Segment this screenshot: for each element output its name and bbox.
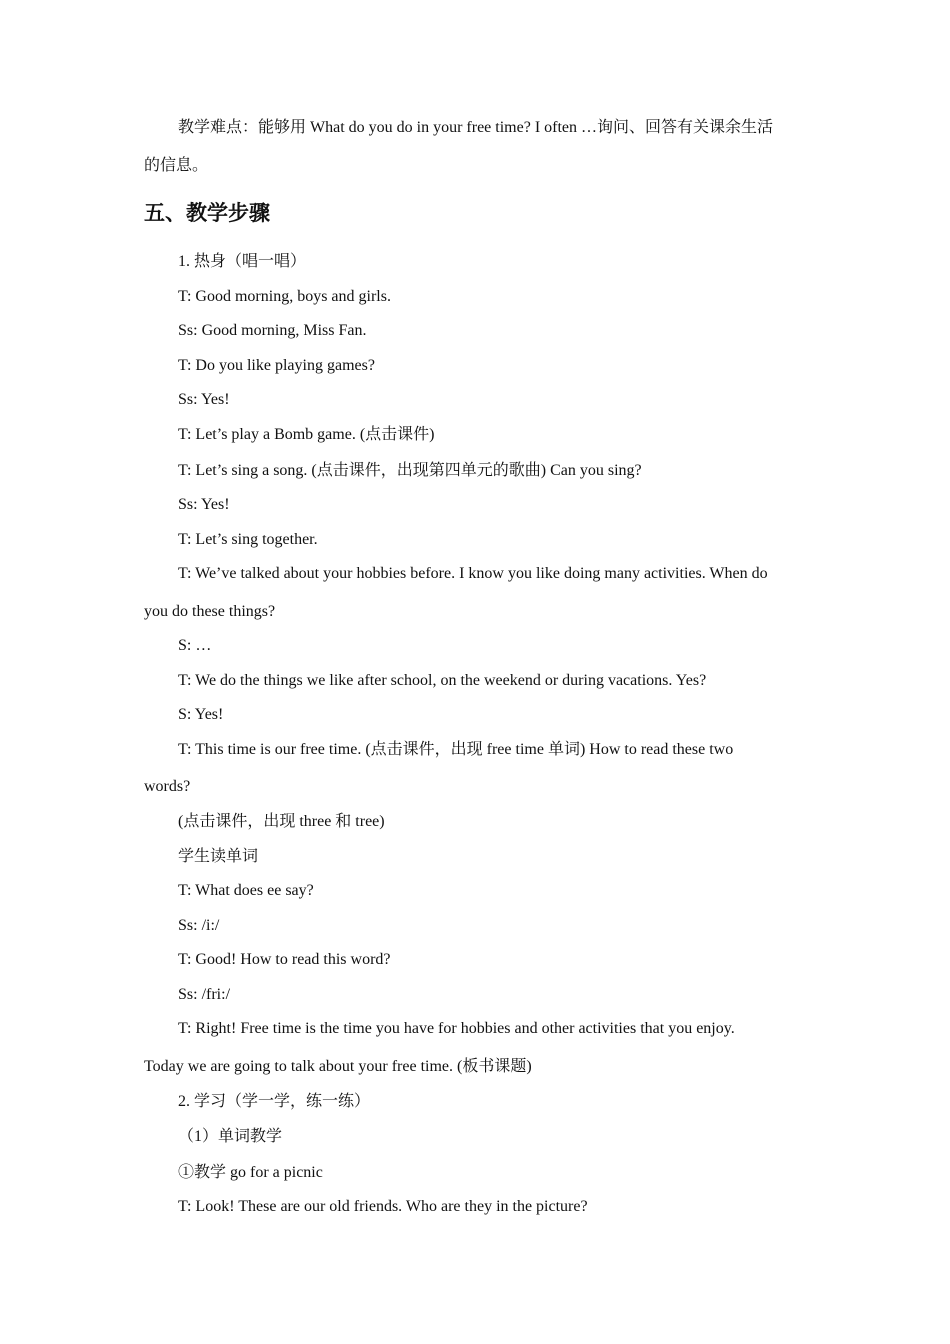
paragraph-line: 1. 热身（唱一唱） — [178, 253, 307, 270]
paragraph-line: T: Let’s play a Bomb game. (点击课件) — [178, 426, 435, 443]
paragraph-line: 2. 学习（学一学，练一练） — [178, 1093, 371, 1110]
paragraph-line: S: Yes! — [178, 706, 224, 723]
paragraph-line: S: … — [178, 637, 212, 654]
paragraph-line: T: Do you like playing games? — [178, 357, 375, 374]
paragraph-line: ①教学 go for a picnic — [178, 1164, 323, 1181]
paragraph-line: T: We’ve talked about your hobbies before. I know you like doing many activities. When do — [178, 565, 768, 582]
paragraph-line: words? — [144, 778, 191, 795]
paragraph-line: Today we are going to talk about your free time. (板书课题) — [144, 1058, 532, 1075]
paragraph-line: you do these things? — [144, 603, 276, 620]
section-heading: 五、教学步骤 — [144, 201, 270, 225]
paragraph-line: Ss: Yes! — [178, 391, 230, 408]
paragraph-line: (点击课件，出现 three 和 tree) — [178, 813, 385, 830]
paragraph-line: T: Right! Free time is the time you have for hobbies and other activities that you enjoy. — [178, 1020, 735, 1037]
paragraph-line: T: This time is our free time. (点击课件，出现 free time 单词) How to read these two — [178, 741, 734, 758]
paragraph-line: T: What does ee say? — [178, 882, 314, 899]
intro-line-1: 教学难点：能够用 What do you do in your free time? I often …询问、回答有关课余生活 — [178, 119, 774, 136]
paragraph-line: T: Good morning, boys and girls. — [178, 288, 391, 305]
paragraph-line: Ss: Yes! — [178, 496, 230, 513]
paragraph-line: T: Let’s sing a song. (点击课件，出现第四单元的歌曲) Can you sing? — [178, 462, 642, 479]
paragraph-line: T: Look! These are our old friends. Who are they in the picture? — [178, 1198, 588, 1215]
paragraph-line: （1）单词教学 — [178, 1128, 283, 1145]
paragraph-line: T: Let’s sing together. — [178, 531, 318, 548]
paragraph-line: 学生读单词 — [178, 848, 259, 865]
paragraph-line: Ss: /i:/ — [178, 917, 220, 934]
paragraph-line: T: Good! How to read this word? — [178, 951, 391, 968]
paragraph-line: Ss: /fri:/ — [178, 986, 231, 1003]
intro-line-2: 的信息。 — [144, 157, 209, 174]
paragraph-line: Ss: Good morning, Miss Fan. — [178, 322, 367, 339]
paragraph-line: T: We do the things we like after school, on the weekend or during vacations. Yes? — [178, 672, 707, 689]
